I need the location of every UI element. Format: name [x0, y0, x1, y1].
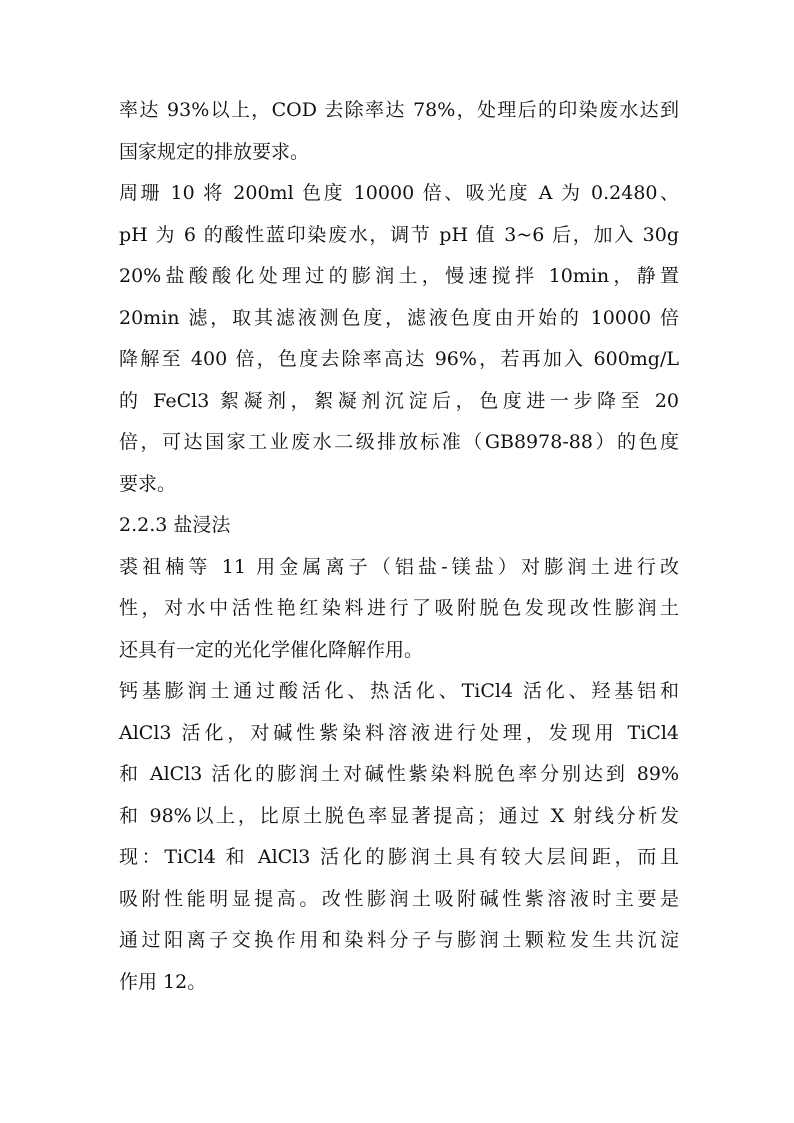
text-line: 裘祖楠等 11 用金属离子（铝盐-镁盐）对膨润土进行改 — [119, 555, 679, 578]
text-line: 倍，可达国家工业废水二级排放标准（GB8978-88）的色度 — [119, 431, 679, 453]
text-line: 和 AlCl3 活化的膨润土对碱性紫染料脱色率分别达到 89% — [119, 763, 679, 785]
text-line: 的 FeCl3 絮凝剂，絮凝剂沉淀后，色度进一步降至 20 — [119, 389, 679, 412]
text-line: 通过阳离子交换作用和染料分子与膨润土颗粒发生共沉淀 — [119, 929, 679, 951]
text-line: AlCl3 活化，对碱性紫染料溶液进行处理，发现用 TiCl4 — [119, 721, 679, 744]
text-line: pH 为 6 的酸性蓝印染废水，调节 pH 值 3~6 后，加入 30g — [119, 223, 679, 246]
text-line: 吸附性能明显提高。改性膨润土吸附碱性紫溶液时主要是 — [119, 887, 679, 910]
text-line: 和 98%以上，比原土脱色率显著提高；通过 X 射线分析发 — [119, 804, 679, 827]
text-line: 现：TiCl4 和 AlCl3 活化的膨润土具有较大层间距，而且 — [119, 846, 679, 868]
text-line: 要求。 — [119, 472, 177, 495]
text-line: 钙基膨润土通过酸活化、热活化、TiCl4 活化、羟基铝和 — [119, 680, 679, 702]
text-line: 国家规定的排放要求。 — [119, 140, 310, 163]
section-heading: 2.2.3 盐浸法 — [119, 514, 231, 536]
text-line: 20min 滤，取其滤液测色度，滤液色度由开始的 10000 倍 — [119, 306, 679, 329]
body-text — [119, 90, 679, 1003]
text-line: 性，对水中活性艳红染料进行了吸附脱色发现改性膨润土 — [119, 597, 679, 619]
text-line: 率达 93%以上，COD 去除率达 78%，处理后的印染废水达到 — [119, 99, 679, 121]
text-line: 20%盐酸酸化处理过的膨润土，慢速搅拌 10min，静置 — [119, 265, 679, 287]
text-line: 降解至 400 倍，色度去除率高达 96%，若再加入 600mg/L — [119, 348, 679, 370]
text-line: 周珊 10 将 200ml 色度 10000 倍、吸光度 A 为 0.2480、 — [119, 182, 679, 204]
text-line: 作用 12。 — [119, 970, 207, 993]
text-line: 还具有一定的光化学催化降解作用。 — [119, 638, 424, 661]
